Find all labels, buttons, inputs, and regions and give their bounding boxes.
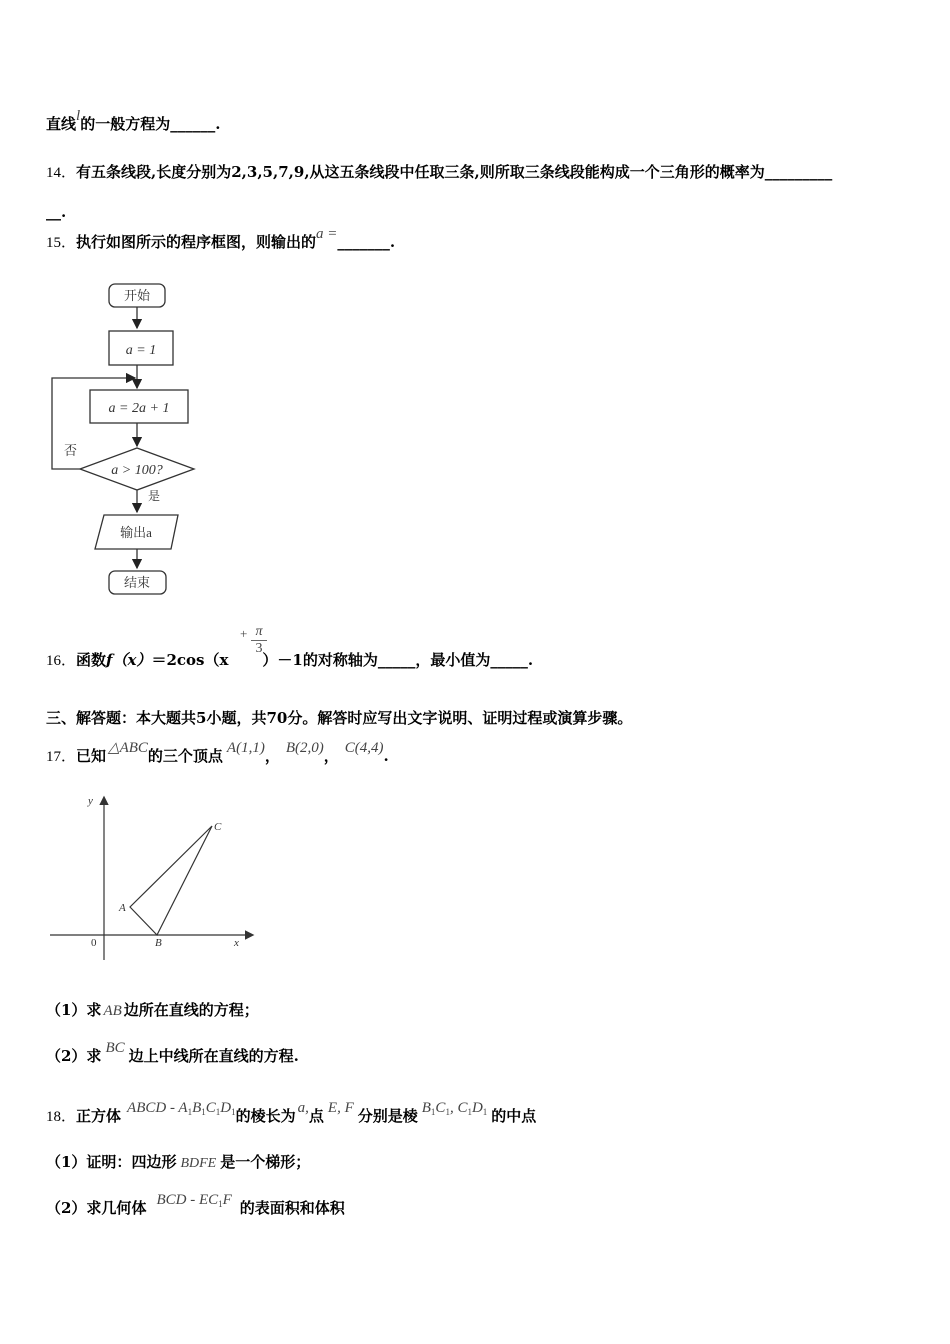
q18-edge-a: a, bbox=[297, 1100, 309, 1116]
q13-post: 的一般方程为______. bbox=[80, 115, 221, 133]
q18-ef: E, F bbox=[327, 1100, 354, 1116]
q17-number: 17． bbox=[46, 749, 77, 765]
question-17 bbox=[46, 740, 389, 767]
q17-prefix: 已知 bbox=[76, 747, 107, 765]
q16-plus-sign: + bbox=[240, 626, 248, 641]
flowchart-diagram bbox=[40, 278, 220, 600]
label-b: B bbox=[155, 937, 162, 949]
triangle-abc bbox=[130, 826, 212, 935]
q17-point-a: A(1,1) bbox=[226, 740, 265, 756]
end-label: 结束 bbox=[123, 575, 151, 590]
q17-1-post: 边所在直线的方程； bbox=[123, 1001, 259, 1019]
q18-part-1 bbox=[46, 1152, 310, 1174]
q17-1-label: （1）求 bbox=[46, 1001, 102, 1019]
q18-solid: ABCD - A bbox=[127, 1100, 188, 1116]
x-label: x bbox=[234, 937, 239, 949]
q17-sep2: ， bbox=[323, 747, 339, 765]
q18-edges: $B_1C_1$, $C_1D_1$ bbox=[421, 1100, 488, 1117]
q17-1-var: AB bbox=[103, 1003, 122, 1019]
q17-triangle: △ABC bbox=[108, 740, 148, 756]
q15-number: 15． bbox=[46, 235, 77, 251]
q18-2-var: BCD - EC bbox=[156, 1192, 219, 1208]
label-a: A bbox=[119, 902, 126, 914]
question-13-line bbox=[46, 108, 221, 135]
pi-numerator: π bbox=[251, 624, 267, 641]
q17-2-var: BC bbox=[105, 1040, 125, 1056]
q18-point: 点 bbox=[308, 1107, 324, 1125]
q17-part-1 bbox=[46, 1000, 259, 1021]
q18-post: 的中点 bbox=[491, 1107, 537, 1125]
y-label: y bbox=[88, 795, 93, 807]
q17-part-2 bbox=[46, 1040, 299, 1067]
no-label: 否 bbox=[64, 443, 78, 458]
q17-point-b: B(2,0) bbox=[285, 740, 324, 756]
label-c: C bbox=[214, 821, 222, 833]
q18-part-2: （2）求几何体 BCD - $EC_1F$ 的表面积和体积 bbox=[46, 1192, 345, 1217]
q15-text: 执行如图所示的程序框图，则输出的 bbox=[76, 233, 317, 251]
question-14-cont bbox=[46, 202, 66, 222]
q15-var: a = bbox=[316, 226, 338, 242]
q16-expr: ＝2cos（x bbox=[151, 651, 229, 669]
q16-number: 16． bbox=[46, 653, 77, 669]
q18-1-var: BDFE bbox=[180, 1156, 217, 1171]
q17-end: . bbox=[383, 747, 389, 765]
q18-number: 18． bbox=[46, 1109, 77, 1125]
q13-var-l: l bbox=[76, 108, 81, 124]
coordinate-graph bbox=[44, 790, 264, 965]
question-16 bbox=[46, 650, 533, 671]
q18-mid1: 的棱长为 bbox=[235, 1107, 296, 1125]
origin-label: 0 bbox=[91, 937, 97, 949]
q14-number: 14． bbox=[46, 165, 77, 181]
q17-2-label: （2）求 bbox=[46, 1047, 102, 1065]
q18-mid2: 分别是棱 bbox=[357, 1107, 418, 1125]
q18-1-post: 是一个梯形； bbox=[220, 1153, 311, 1171]
question-14 bbox=[46, 162, 832, 183]
q17-2-post: 边上中线所在直线的方程. bbox=[128, 1047, 299, 1065]
pi-denominator: 3 bbox=[255, 641, 263, 656]
q17-mid: 的三个顶点 bbox=[147, 747, 223, 765]
section-heading bbox=[46, 708, 632, 728]
yes-label: 是 bbox=[148, 489, 161, 503]
question-18: 18．正方体 ABCD - $A_1B_1C_1D_1$的棱长为 a,点 E, F 分别是棱 $B_1C_1$, $C_1D_1$ 的中点 bbox=[46, 1100, 537, 1125]
update-label: a = 2a + 1 bbox=[108, 401, 170, 416]
q16-function: f（x） bbox=[106, 651, 152, 669]
q15-post: _______. bbox=[337, 233, 396, 251]
q18-2-post: 的表面积和体积 bbox=[239, 1199, 345, 1217]
output-label: 输出a bbox=[120, 525, 152, 540]
section-text: 三、解答题：本大题共5小题，共70分。解答时应写出文字说明、证明过程或演算步骤。 bbox=[46, 709, 633, 727]
question-15 bbox=[46, 226, 396, 253]
q18-prefix: 正方体 bbox=[76, 1107, 122, 1125]
q17-point-c: C(4,4) bbox=[344, 740, 384, 756]
init-label: a = 1 bbox=[125, 343, 157, 358]
condition-label: a > 100? bbox=[111, 463, 163, 478]
q16-prefix: 函数 bbox=[76, 651, 107, 669]
q13-prefix: 直线 bbox=[46, 115, 77, 133]
start-label: 开始 bbox=[123, 288, 151, 303]
q14-blank-cont: __. bbox=[46, 203, 67, 221]
q16-post: ）－1的对称轴为_____，最小值为_____. bbox=[262, 651, 534, 669]
q18-1-label: （1）证明：四边形 bbox=[46, 1153, 177, 1171]
q14-text: 有五条线段,长度分别为2,3,5,7,9,从这五条线段中任取三条,则所取三条线段能构成一个三角形的概率为_________ bbox=[76, 163, 833, 181]
q18-2-label: （2）求几何体 bbox=[46, 1199, 147, 1217]
q17-sep1: ， bbox=[264, 747, 280, 765]
